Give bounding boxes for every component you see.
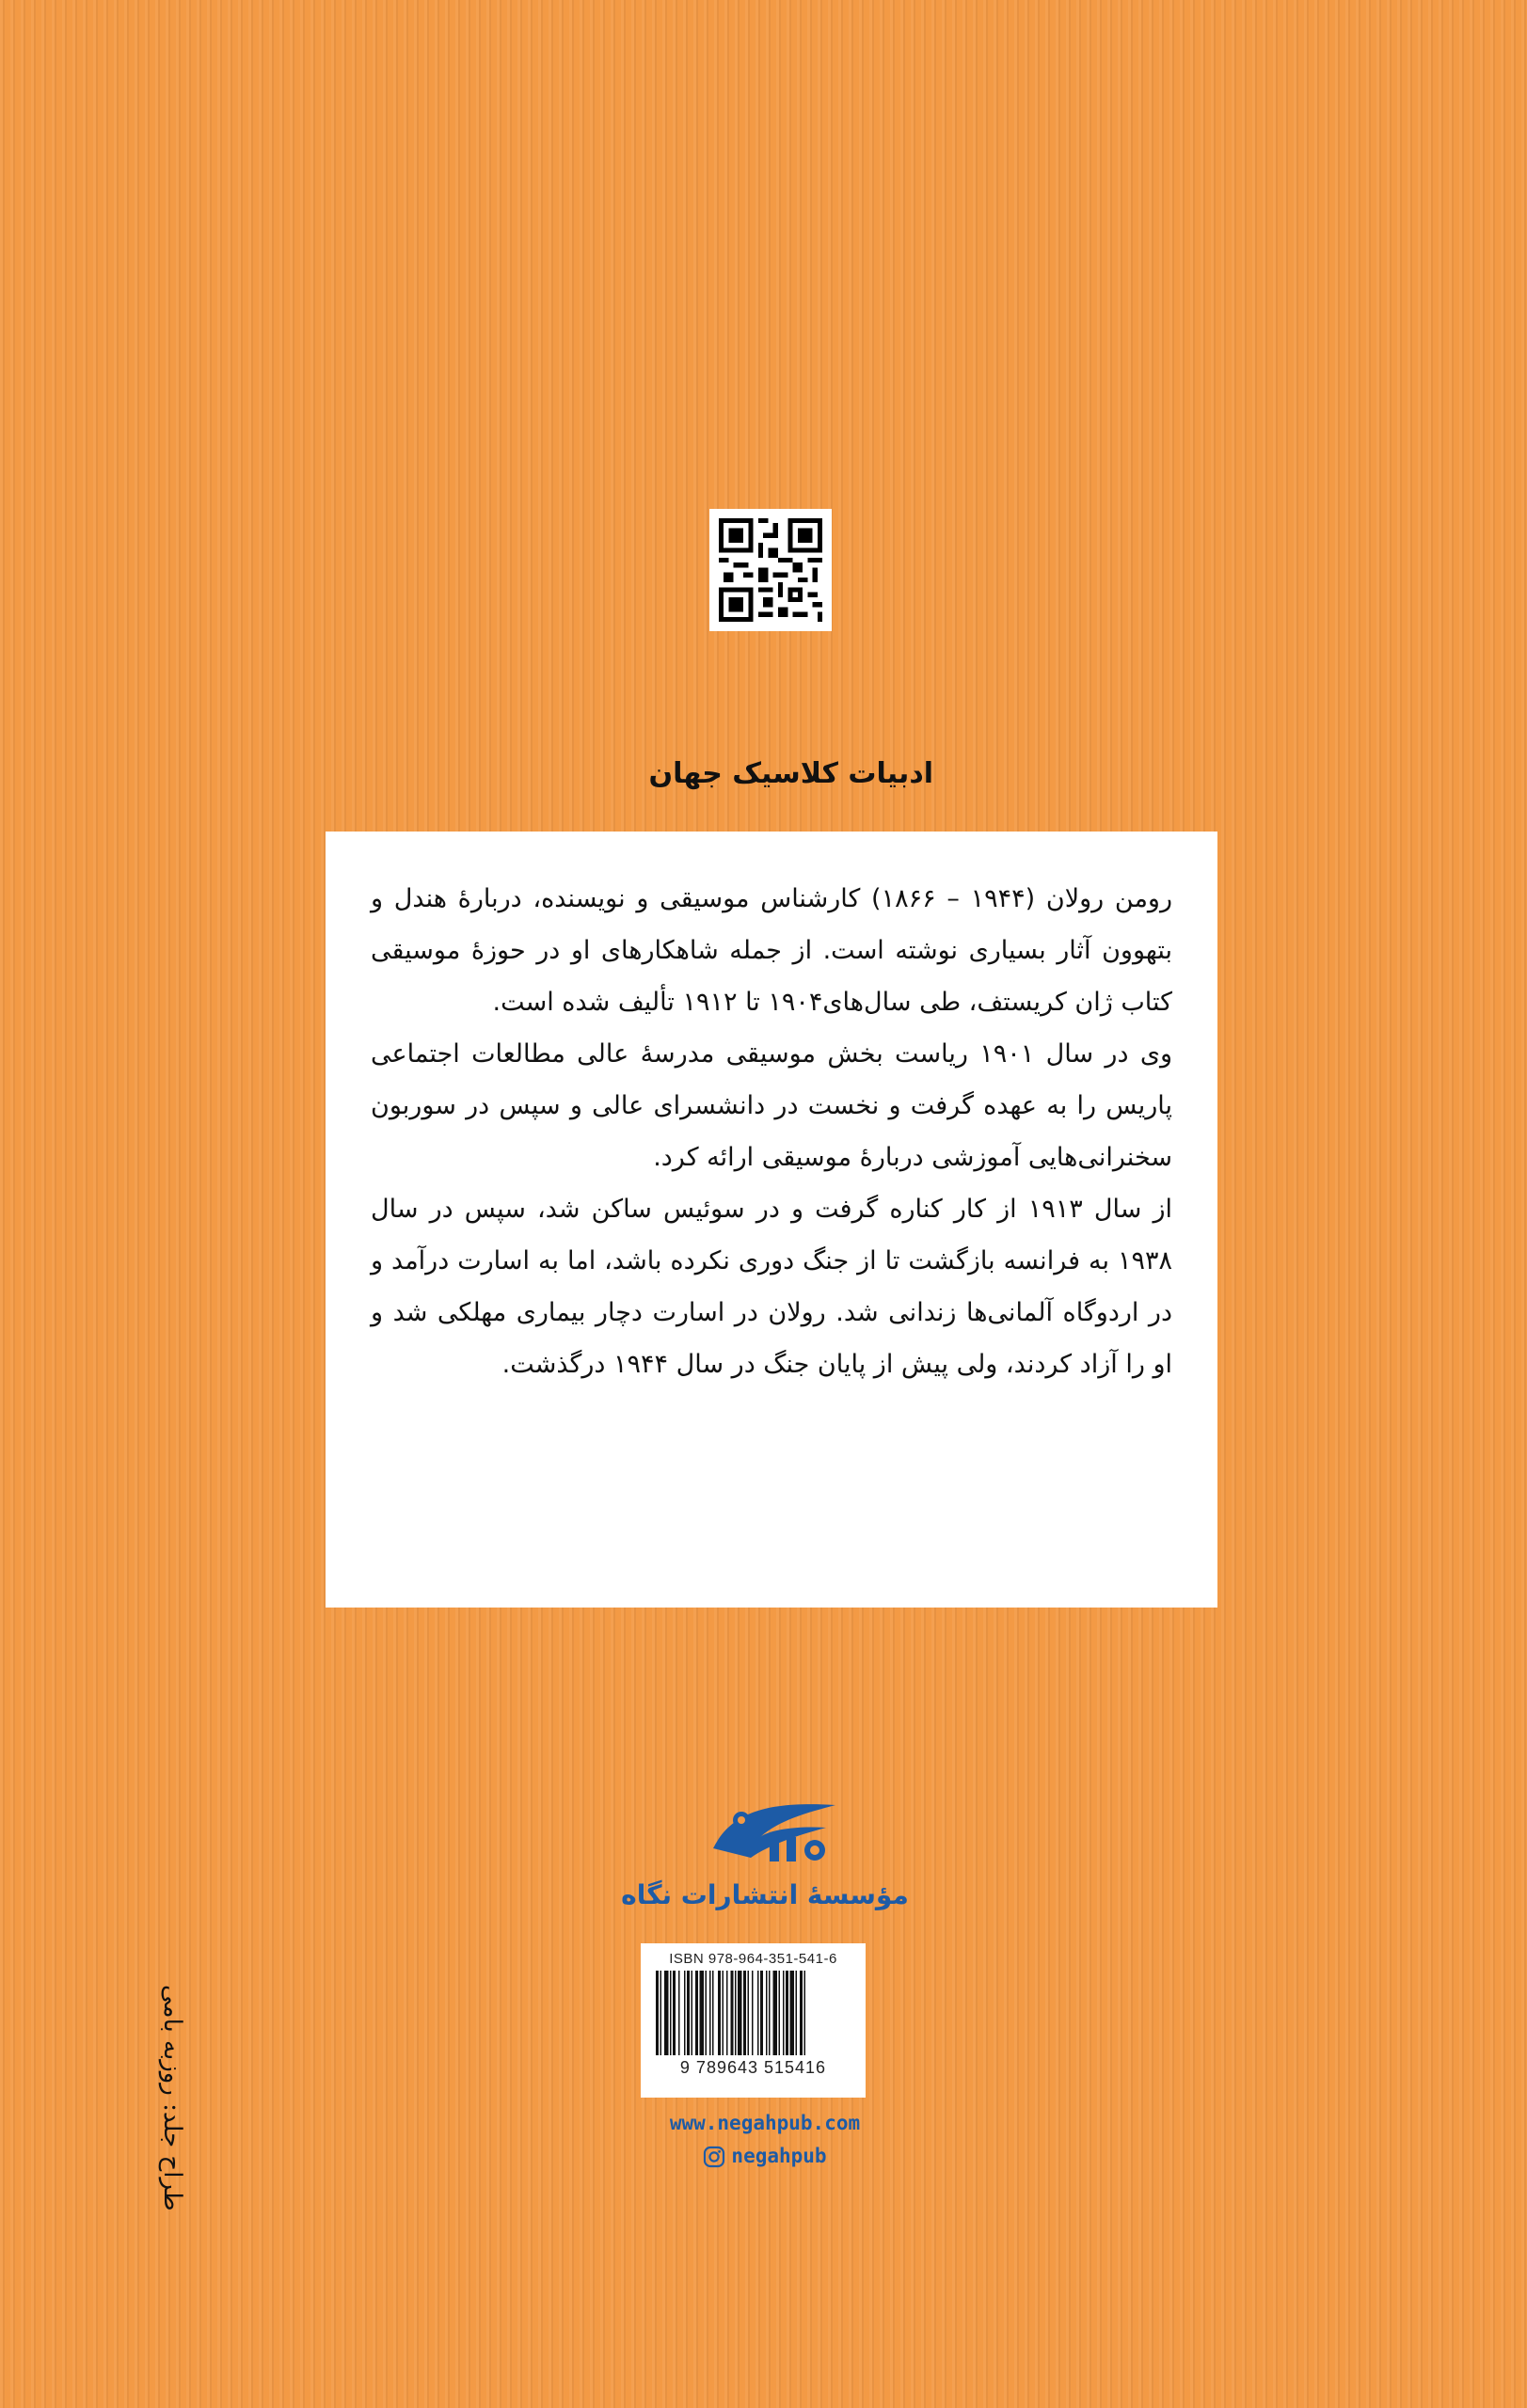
series-title: ادبیات کلاسیک جهان bbox=[648, 757, 933, 790]
website-link[interactable]: www.negahpub.com bbox=[669, 2112, 861, 2134]
instagram-icon bbox=[703, 2146, 725, 2168]
barcode-digits: 9 789643 515416 bbox=[679, 2058, 827, 2077]
instagram-label: negahpub bbox=[731, 2145, 827, 2167]
synopsis-paragraph: از سال ۱۹۱۳ از کار کناره گرفت و در سوئیس ساکن شد، سپس در سال ۱۹۳۸ به فرانسه بازگشت تا از جنگ دوری نکرده باشد، اما به اسارت درآمد و در اردوگاه آلمانی‌ها زندانی شد. رولان در اسارت دچار بیماری مهلکی شد و او را آزاد کردند، ولی پیش از پایان جنگ در سال ۱۹۴۴ درگذشت. bbox=[371, 1195, 1172, 1379]
isbn-label: ISBN 978-964-351-541-6 bbox=[669, 1951, 837, 1967]
synopsis-paragraph: وی در سال ۱۹۰۱ ریاست بخش موسیقی مدرسهٔ عالی مطالعات اجتماعی پاریس را به عهده گرفت و نخست در دانشسرای عالی و سپس در سوربون سخنرانی‌هایی آموزشی دربارهٔ موسیقی ارائه کرد. bbox=[371, 1039, 1172, 1172]
qr-code-icon bbox=[719, 518, 822, 622]
synopsis-paragraph: رومن رولان (۱۹۴۴ – ۱۸۶۶) کارشناس موسیقی و نویسنده، دربارهٔ هندل و بتهوون آثار بسیاری نوشته است. از جمله شاهکارهای او در حوزهٔ موسیقی کتاب ژان کریستف، طی سال‌های۱۹۰۴ تا ۱۹۱۲ تألیف شده است. bbox=[371, 884, 1173, 1017]
synopsis-box bbox=[326, 832, 1217, 1608]
barcode bbox=[641, 1943, 866, 2098]
publisher-logo-icon bbox=[704, 1792, 843, 1867]
designer-credit-text: طراح جلد: روزبه بامی bbox=[158, 1985, 186, 2211]
barcode-bars-icon bbox=[654, 1971, 853, 2057]
instagram-handle[interactable] bbox=[621, 2145, 909, 2168]
qr-code[interactable] bbox=[709, 509, 832, 631]
publisher-name: مؤسسهٔ انتشارات نگاه bbox=[621, 1879, 909, 1910]
